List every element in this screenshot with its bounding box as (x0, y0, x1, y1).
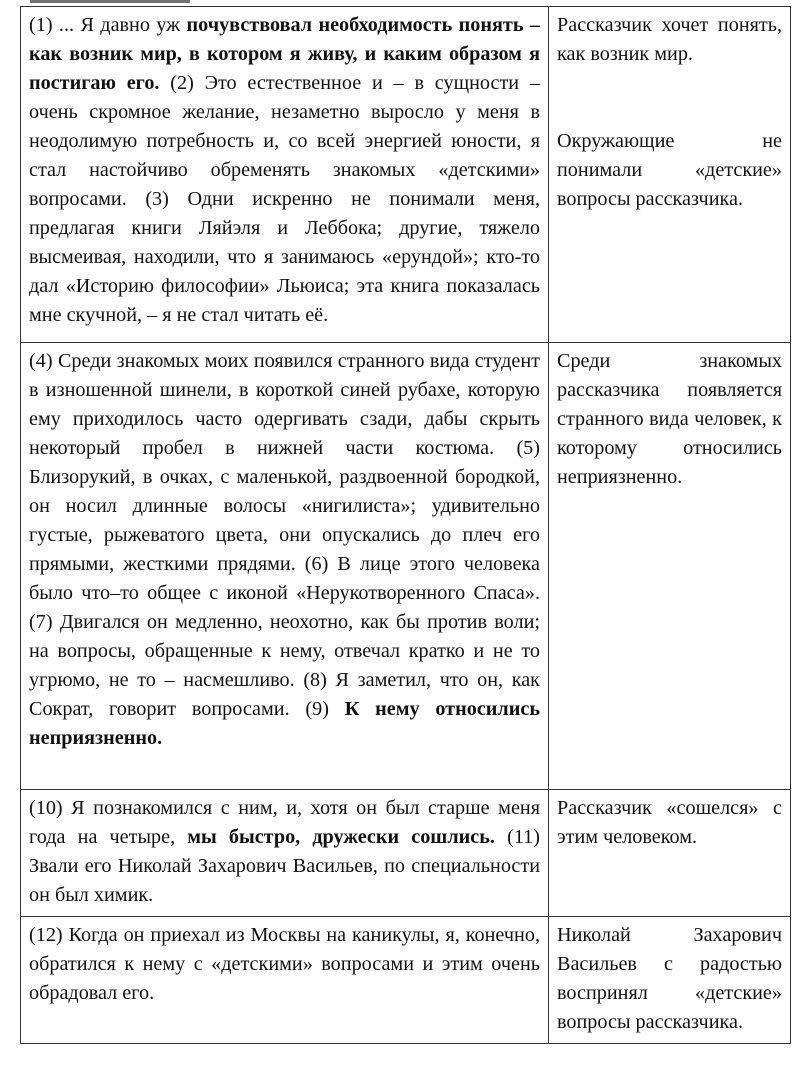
summary-note: Рассказчик «сошелся» с этим человеком. (557, 797, 782, 848)
summary-cell (549, 7, 791, 343)
summary-note: Среди знакомых рассказчика появляется странного вида человек, к которому относились неприязненно. (557, 350, 782, 488)
passage-cell: (1) ... Я давно уж почувствовал необходимость понять – как возник мир, в котором я живу, и каким образом я постигаю его. (2) Это естественное и – в сущности – очень скромное желание, незаметно выросло у меня в неодолимую потребность и, со всей энергией юности, я стал настойчиво обременять знакомых «детскими» вопросами. (3) Одни искренно не понимали меня, предлагая книги Ляйэля и Леббока; другие, тяжело высмеивая, находили, что я занимаюсь «ерундой»; кто-то дал «Историю философии» Льюиса; эта книга показалась мне скучной, – я не стал читать её. (21, 7, 549, 343)
summary-note: Окружающие не понимали «детские» вопросы рассказчика. (557, 130, 782, 210)
table-row (21, 790, 791, 917)
summary-cell (549, 790, 791, 917)
summary-cell (549, 343, 791, 790)
passage-cell: (4) Среди знакомых моих появился странного вида студент в изношенной шинели, в короткой синей рубахе, которую ему приходилось часто одергивать сзади, дабы скрыть некоторый пробел в нижней части костюма. (5) Близорукий, в очках, с маленькой, раздвоенной бородкой, он носил длинные волосы «нигилиста»; удивительно густые, рыжеватого цвета, они опускались до плеч его прямыми, жесткими прядями. (6) В лице этого человека было что–то общее с иконой «Нерукотворенного Спаса». (7) Двигался он медленно, неохотно, как бы против воли; на вопросы, обращенные к нему, отвечал кратко и не то угрюмо, не то – насмешливо. (8) Я заметил, что он, как Сократ, говорит вопросами. (9) К нему относились неприязненно. (21, 343, 549, 790)
text-analysis-table (20, 6, 791, 1044)
page-top-rule (30, 0, 190, 3)
table-row (21, 917, 791, 1044)
summary-note: Николай Захарович Васильев с радостью воспринял «детские» вопросы рассказчика. (557, 924, 782, 1033)
table-row (21, 343, 791, 790)
table-row (21, 7, 791, 343)
passage-cell: (10) Я познакомился с ним, и, хотя он был старше меня года на четыре, мы быстро, дружески сошлись. (11) Звали его Николай Захарович Васильев, по специальности он был химик. (21, 790, 549, 917)
passage-cell: (12) Когда он приехал из Москвы на каникулы, я, конечно, обратился к нему с «детскими» вопросами и этим очень обрадовал его. (21, 917, 549, 1044)
summary-note: Рассказчик хочет понять, как возник мир. (557, 14, 782, 65)
summary-cell (549, 917, 791, 1044)
